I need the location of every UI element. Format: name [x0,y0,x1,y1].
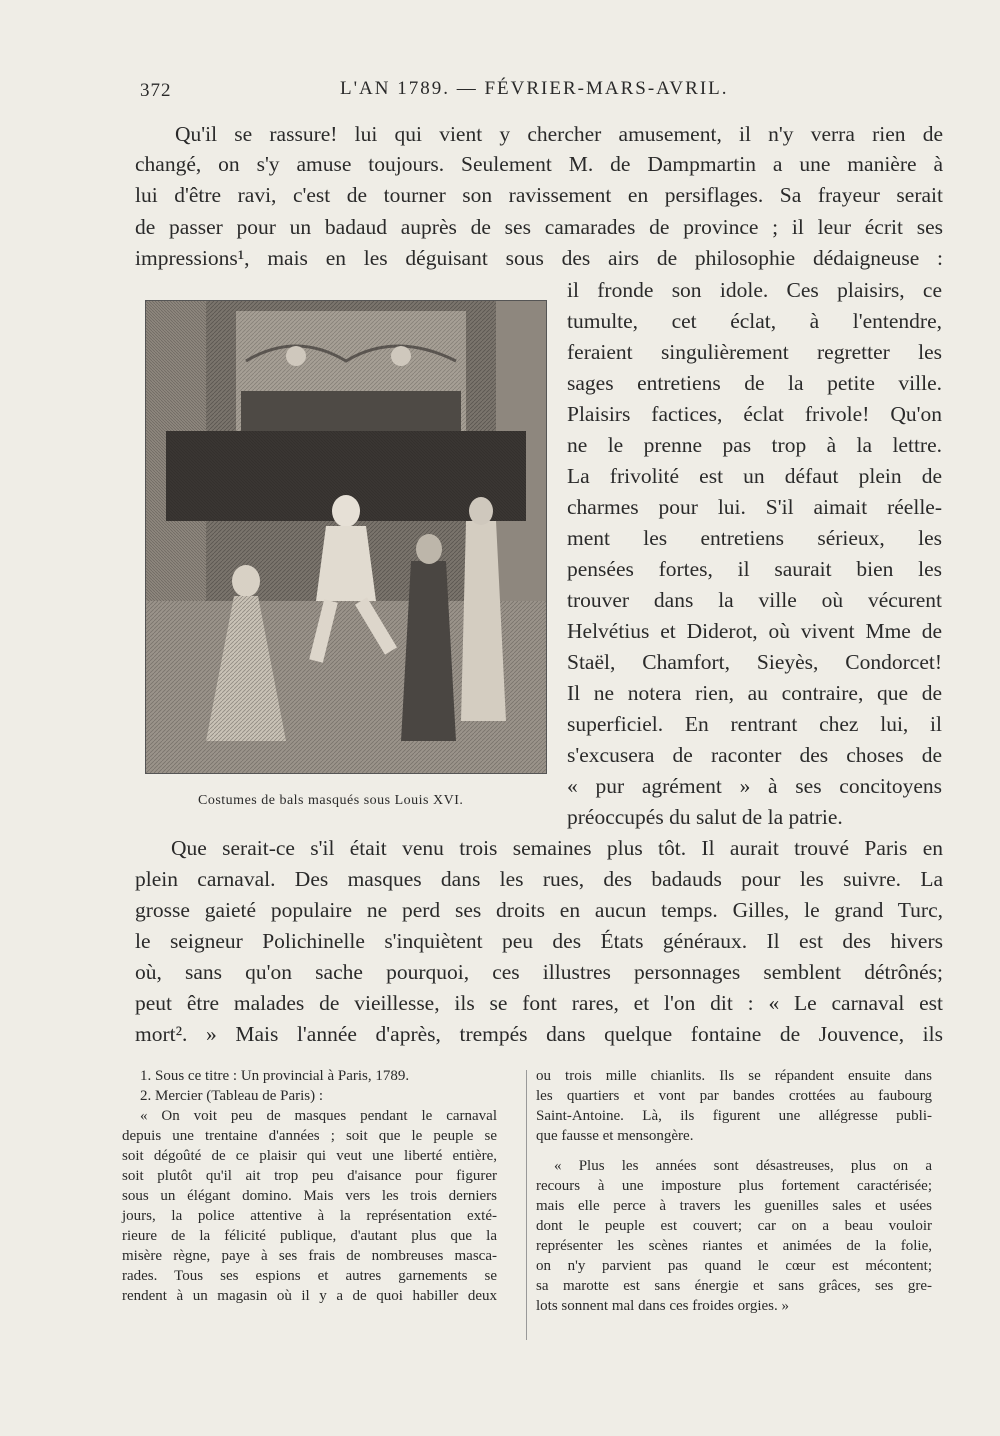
illustration-caption: Costumes de bals masqués sous Louis XVI. [198,793,464,808]
engraving-illustration [145,300,547,774]
body-line: superficiel. En rentrant chez lui, il [567,712,942,736]
footnote-line: « On voit peu de masques pendant le carnaval [140,1108,497,1124]
body-line: pensées fortes, il saurait bien les [567,557,942,581]
body-line: lui d'être ravi, c'est de tourner son ravissement en persiflages. Sa frayeur serait [135,183,943,207]
body-line: ment les entretiens sérieux, les [567,526,942,550]
body-line: impressions¹, mais en les déguisant sous des airs de philosophie dédaigneuse : [135,246,943,270]
footnote-line: sous un élégant domino. Mais vers les trois derniers [122,1188,497,1204]
footnote-line: ou trois mille chianlits. Ils se répandent ensuite dans [536,1068,932,1084]
footnote-line: « Plus les années sont désastreuses, plus on a [554,1158,932,1174]
footnote-line: depuis une trentaine d'années ; soit que le peuple se [122,1128,497,1144]
footnote-line: que fausse et mensongère. [536,1128,694,1144]
body-line: où, sans qu'on sache pourquoi, ces illustres personnages semblent détrônés; [135,960,943,984]
body-line: grosse gaieté populaire ne perd ses droits en aucun temps. Gilles, le grand Turc, [135,898,943,922]
body-line: « pur agrément » à ses concitoyens [567,774,942,798]
body-line: ne le prenne pas trop à la lettre. [567,433,942,457]
body-line: Staël, Chamfort, Sieyès, Condorcet! [567,650,942,674]
footnote-line: lots sonnent mal dans ces froides orgies. » [536,1298,790,1314]
body-line: mort². » Mais l'année d'après, trempés dans quelque fontaine de Jouvence, ils [135,1022,943,1046]
footnote-line: Saint-Antoine. Là, ils figurent une allégresse publi- [536,1108,932,1124]
footnote-line: rendent à un magasin où il y a de quoi habiller deux [122,1288,497,1304]
body-line: le seigneur Polichinelle s'inquiètent peu des États généraux. Il est des hivers [135,929,943,953]
footnote-column-rule [526,1070,527,1340]
footnote-line: représenter les scènes riantes et animées de la folie, [536,1238,932,1254]
footnote-line: soit plutôt qu'il ait trop peu d'aisance pour figurer [122,1168,497,1184]
footnote-line: recours à une imposture plus fortement caractérisée; [536,1178,932,1194]
footnote-line: sa marotte est sans énergie et sans grâces, ses gre- [536,1278,932,1294]
footnote-line: 2. Mercier (Tableau de Paris) : [140,1088,324,1104]
footnote-line: soit dégoûté de ce plaisir qui veut une liberté entière, [122,1148,497,1164]
body-line: changé, on s'y amuse toujours. Seulement M. de Dampmartin a une manière à [135,152,943,176]
body-line: trouver dans la ville où vécurent [567,588,942,612]
body-line: charmes pour lui. S'il aimait réelle- [567,495,942,519]
body-line: sages entretiens de la petite ville. [567,371,942,395]
body-line: de passer pour un badaud auprès de ses camarades de province ; il leur écrit ses [135,215,943,239]
footnote-line: on n'y parvient pas quand le cœur est mécontent; [536,1258,932,1274]
body-line: plein carnaval. Des masques dans les rues, des badauds pour les suivre. La [135,867,943,891]
body-line: Helvétius et Diderot, où vivent Mme de [567,619,942,643]
body-line: il fronde son idole. Ces plaisirs, ce [567,278,942,302]
running-header: L'AN 1789. — FÉVRIER-MARS-AVRIL. [340,78,729,99]
body-line: Qu'il se rassure! lui qui vient y chercher amusement, il n'y verra rien de [175,122,943,146]
footnote-line: dont le peuple est couvert; car on a beau vouloir [536,1218,932,1234]
footnote-line: jours, la police attentive à la représentation exté- [122,1208,497,1224]
page-number: 372 [140,80,172,101]
footnote-line: 1. Sous ce titre : Un provincial à Paris, 1789. [140,1068,410,1084]
body-line: préoccupés du salut de la patrie. [567,805,843,829]
footnote-line: mais elle perce à travers les guenilles sales et usées [536,1198,932,1214]
body-line: La frivolité est un défaut plein de [567,464,942,488]
body-line: Il ne notera rien, au contraire, que de [567,681,942,705]
footnote-line: les quartiers et vont par bandes crottées au faubourg [536,1088,932,1104]
body-line: Que serait-ce s'il était venu trois semaines plus tôt. Il aurait trouvé Paris en [171,836,943,860]
body-line: feraient singulièrement regretter les [567,340,942,364]
body-line: peut être malades de vieillesse, ils se font rares, et l'on dit : « Le carnaval est [135,991,943,1015]
footnote-line: rades. Tous ses espions et autres garnements se [122,1268,497,1284]
footnote-line: rieure de la félicité publique, d'autant plus que la [122,1228,497,1244]
body-line: Plaisirs factices, éclat frivole! Qu'on [567,402,942,426]
footnote-line: misère règne, paye à ses frais de nombreuses masca- [122,1248,497,1264]
body-line: s'excusera de raconter des choses de [567,743,942,767]
body-line: tumulte, cet éclat, à l'entendre, [567,309,942,333]
